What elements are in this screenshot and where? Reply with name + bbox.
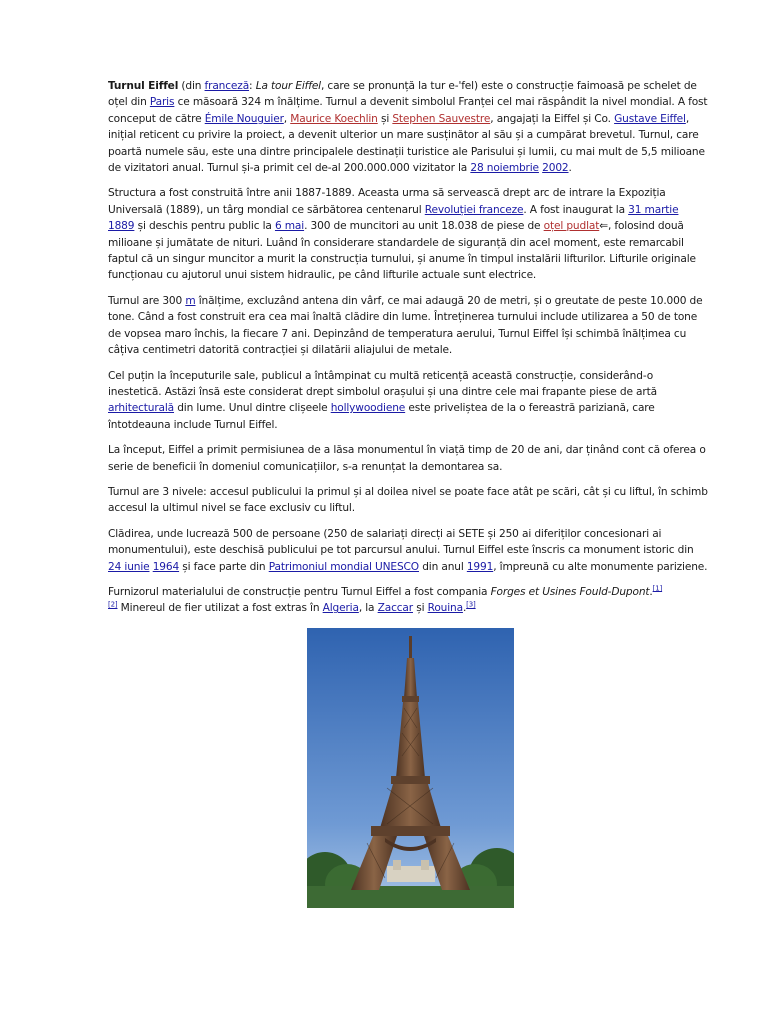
link-1991[interactable]: 1991 bbox=[466, 560, 494, 573]
text: și bbox=[377, 112, 393, 125]
eiffel-tower-photo bbox=[307, 628, 514, 908]
link-1964[interactable]: 1964 bbox=[152, 560, 180, 573]
link-emile-nouguier[interactable]: Émile Nouguier bbox=[204, 112, 284, 125]
text: . A fost inaugurat la bbox=[523, 203, 629, 216]
link-arhitecturala[interactable]: arhitecturală bbox=[108, 402, 175, 415]
text: ⇐, folosind două milioane și jumătate de nituri. Luând în considerare standardele de siguranță din acel moment, este remarcabil faptul că un singur muncitor a murit la construcția turnului, și anume în timpul instalării lifturilor. Lifturile originale funcționau cu ajutorul unui sistem hidraulic, pe când lifturile actuale sunt electrice. bbox=[108, 220, 696, 282]
link-revolutiei-franceze[interactable]: Revoluției franceze bbox=[424, 203, 524, 216]
text: înălțime, excluzând antena din vârf, ce mai adaugă 20 de metri, și o greutate de peste 10.000 de tone. Când a fost construit era cea mai înaltă clădire din lume. Întreținerea turnului include utilizarea a 50 de tone de vopsea maro închis, la fiecare 7 ani. Depinzând de temperatura aerului, Turnul Eiffel își schimbă înălțimea cu câțiva centimetri datorită contracției și dilatării aliajului de metale. bbox=[108, 294, 703, 357]
paragraph-supplier bbox=[108, 584, 708, 617]
text: și bbox=[412, 602, 428, 615]
text: Clădirea, unde lucrează 500 de persoane (250 de salariați direcți ai SETE și 250 ai diferiților concesionari ai monumentului), este deschisă publicului pe tot parcursul anului. Turnul Eiffel este înscris ca monument istoric din bbox=[108, 527, 694, 557]
text: . 300 de muncitori au unit 18.038 de piese de bbox=[304, 220, 544, 233]
link-gustave-eiffel[interactable]: Gustave Eiffel bbox=[614, 112, 686, 125]
text: din anul bbox=[418, 560, 467, 573]
eiffel-tower-illustration bbox=[307, 628, 514, 908]
paragraph-building bbox=[108, 526, 708, 575]
text: , împreună cu alte monumente pariziene. bbox=[493, 560, 708, 573]
article-body bbox=[108, 78, 708, 626]
text: Cel puțin la începuturile sale, publicul a întâmpinat cu multă reticență această construcție, considerând-o inestetică. Astăzi însă este considerat drept simbolul orașului și una dintre cele mai frapante piese de artă bbox=[108, 369, 657, 398]
link-rouina[interactable]: Rouina bbox=[427, 602, 463, 615]
link-algeria[interactable]: Algeria bbox=[322, 602, 359, 615]
paragraph-height bbox=[108, 293, 708, 359]
text: , angajați la Eiffel și Co. bbox=[490, 112, 615, 125]
text: La început, Eiffel a primit permisiunea de a lăsa monumentul în viață timp de 20 de ani, dar ținând cont că oferea o serie de beneficii în domeniul comunicațiilor, s-a renunțat la demontarea sa. bbox=[108, 444, 706, 473]
text: , bbox=[283, 112, 291, 125]
link-maurice-koechlin[interactable]: Maurice Koechlin bbox=[290, 112, 378, 125]
text: și deschis pentru public la bbox=[134, 220, 275, 233]
link-otel-pudlat[interactable]: oțel pudlat bbox=[543, 220, 600, 233]
reference-3[interactable] bbox=[466, 601, 475, 609]
link-1889[interactable]: 1889 bbox=[108, 220, 135, 233]
text: din lume. Unul dintre clișeele bbox=[174, 402, 331, 415]
paragraph-structure bbox=[108, 185, 708, 283]
link-hollywoodiene[interactable]: hollywoodiene bbox=[330, 402, 406, 415]
text: . bbox=[568, 162, 572, 175]
text: . bbox=[462, 602, 467, 615]
paragraph-permission bbox=[108, 442, 708, 475]
text: Structura a fost construită între anii 1887-1889. Aceasta urma să servească drept arc de intrare la Expoziția Universală (1889), un târg mondial ce sărbătorea centenarul bbox=[108, 187, 666, 216]
paragraph-intro bbox=[108, 78, 708, 176]
paragraph-levels bbox=[108, 484, 708, 517]
article-title: Turnul Eiffel bbox=[108, 80, 179, 92]
link-2002[interactable]: 2002 bbox=[542, 162, 569, 175]
reference-link-3[interactable]: [3] bbox=[466, 600, 476, 609]
text: Minereul de fier utilizat a fost extras în bbox=[117, 602, 323, 615]
text: Furnizorul materialului de construcție pentru Turnul Eiffel a fost compania bbox=[108, 585, 491, 598]
link-6-mai[interactable]: 6 mai bbox=[274, 220, 305, 233]
reference-link-1[interactable]: [1] bbox=[652, 584, 663, 593]
text: este priveliștea de la o fereastră pariziană, care întotdeauna include Turnul Eiffel. bbox=[108, 402, 655, 431]
text: și face parte din bbox=[179, 560, 269, 573]
link-franceza[interactable]: franceză bbox=[204, 80, 250, 92]
link-patrimoniul-unesco[interactable]: Patrimoniul mondial UNESCO bbox=[268, 560, 419, 573]
link-m[interactable]: m bbox=[185, 294, 196, 307]
link-28-noiembrie[interactable]: 28 noiembrie bbox=[470, 162, 539, 175]
reference-1[interactable] bbox=[653, 584, 662, 592]
link-zaccar[interactable]: Zaccar bbox=[377, 602, 413, 615]
text: . bbox=[649, 585, 653, 598]
link-31-martie[interactable]: 31 martie bbox=[628, 203, 679, 216]
text: Turnul are 300 bbox=[108, 294, 186, 307]
italic-company-name: Forges et Usines Fould-Dupont bbox=[490, 585, 650, 598]
reference-link-2[interactable]: [2] bbox=[108, 600, 118, 609]
link-stephen-sauvestre[interactable]: Stephen Sauvestre bbox=[392, 112, 491, 125]
text: , la bbox=[358, 602, 378, 615]
text: , care se pronunță la tur e-'fel) este o construcție faimoasă pe schelet de oțel din bbox=[108, 80, 697, 109]
text: (din bbox=[178, 80, 205, 92]
paragraph-reception bbox=[108, 368, 708, 434]
text: , inițial reticent cu privire la proiect, a devenit ulterior un mare susținător al său și a cumpărat brevetul. Turnul, care poartă numele său, este una dintre principalele destinații turistice ale Parisului și lumii, cu mai mult de 5,5 milioane de vizitatori anual. Turnul și-a primit cel de-al 200.000.000 vizitator la bbox=[108, 112, 705, 175]
link-24-iunie[interactable]: 24 iunie bbox=[108, 560, 150, 573]
text: Turnul are 3 nivele: accesul publicului la primul și al doilea nivel se poate face atât pe scări, cât și cu liftul, în schimb accesul la ultimul nivel se face exclusiv cu liftul. bbox=[108, 485, 708, 515]
italic-french-name: La tour Eiffel bbox=[255, 80, 321, 92]
link-paris[interactable]: Paris bbox=[149, 96, 175, 109]
text: : bbox=[249, 80, 256, 92]
text: ce măsoară 324 m înălțime. Turnul a devenit simbolul Franței cel mai răspândit la nivel mondial. A fost conceput de către bbox=[108, 96, 708, 125]
